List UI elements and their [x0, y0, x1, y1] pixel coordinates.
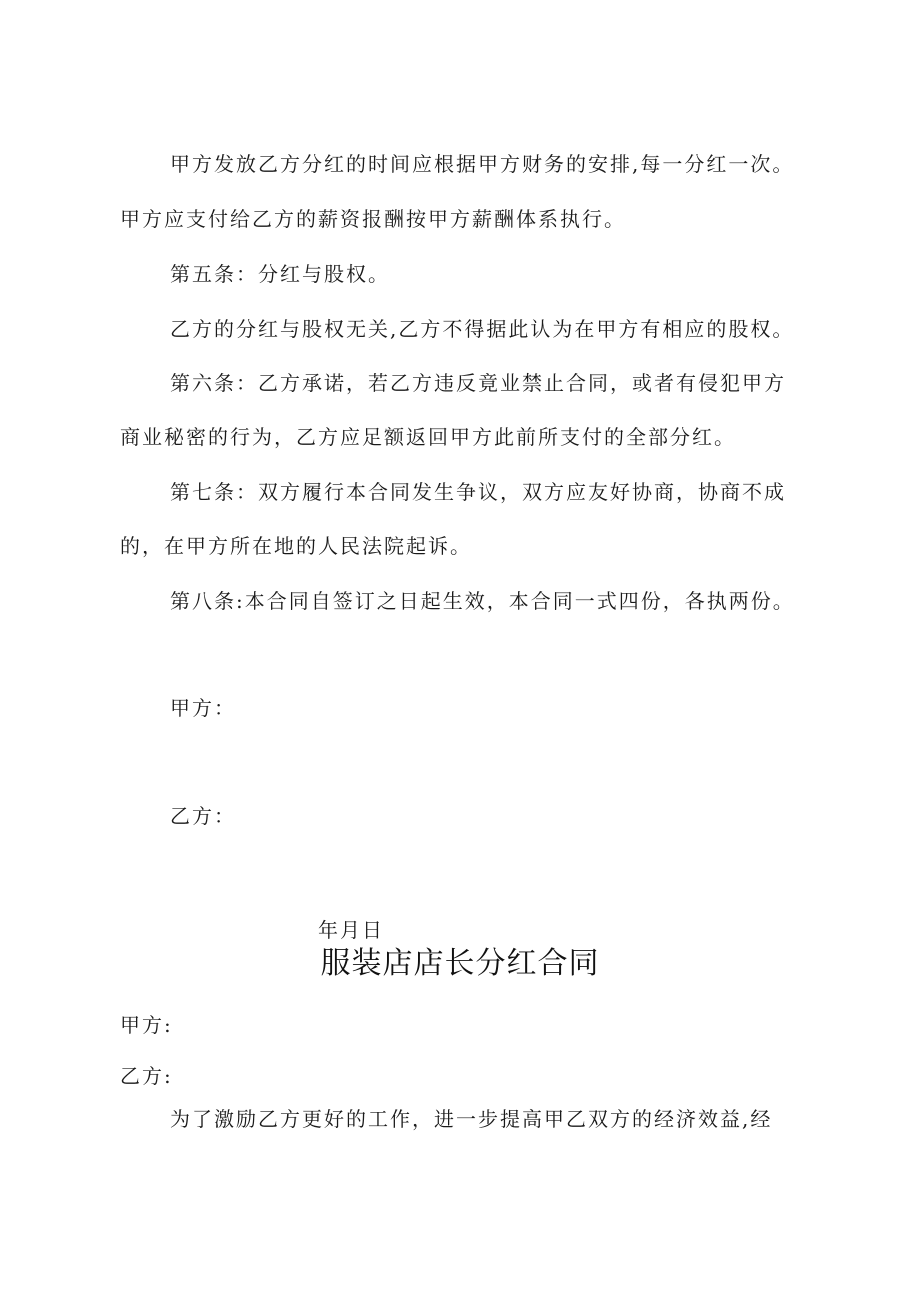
contract-title: 服装店店长分红合同	[320, 946, 600, 981]
signature-party-b-label: 乙方：	[170, 804, 236, 828]
article-6-line1: 第六条：乙方承诺，若乙方违反竟业禁止合同，或者有侵犯甲方	[170, 371, 786, 395]
article-5-body: 乙方的分红与股权无关,乙方不得据此认为在甲方有相应的股权。	[170, 317, 795, 341]
signature-party-a-label: 甲方：	[170, 696, 236, 720]
article-7-line1: 第七条：双方履行本合同发生争议，双方应友好协商，协商不成	[170, 480, 786, 504]
party-a-label: 甲方:	[120, 1013, 173, 1037]
article-5-heading: 第五条：分红与股权。	[170, 262, 390, 286]
article-8: 第八条:本合同自签订之日起生效，本合同一式四份，各执两份。	[170, 589, 795, 613]
signature-date: 年月日	[318, 918, 384, 942]
paragraph-dividend-timing-line1: 甲方发放乙方分红的时间应根据甲方财务的安排,每一分红一次。	[170, 152, 795, 176]
paragraph-dividend-timing-line2: 甲方应支付给乙方的薪资报酬按甲方薪酬体系执行。	[120, 207, 626, 231]
article-6-line2: 商业秘密的行为，乙方应足额返回甲方此前所支付的全部分红。	[120, 425, 736, 449]
article-7-line2: 的，在甲方所在地的人民法院起诉。	[120, 534, 472, 558]
party-b-label: 乙方:	[120, 1064, 173, 1088]
intro-paragraph-line1: 为了激励乙方更好的工作，进一步提高甲乙双方的经济效益,经	[170, 1107, 773, 1131]
